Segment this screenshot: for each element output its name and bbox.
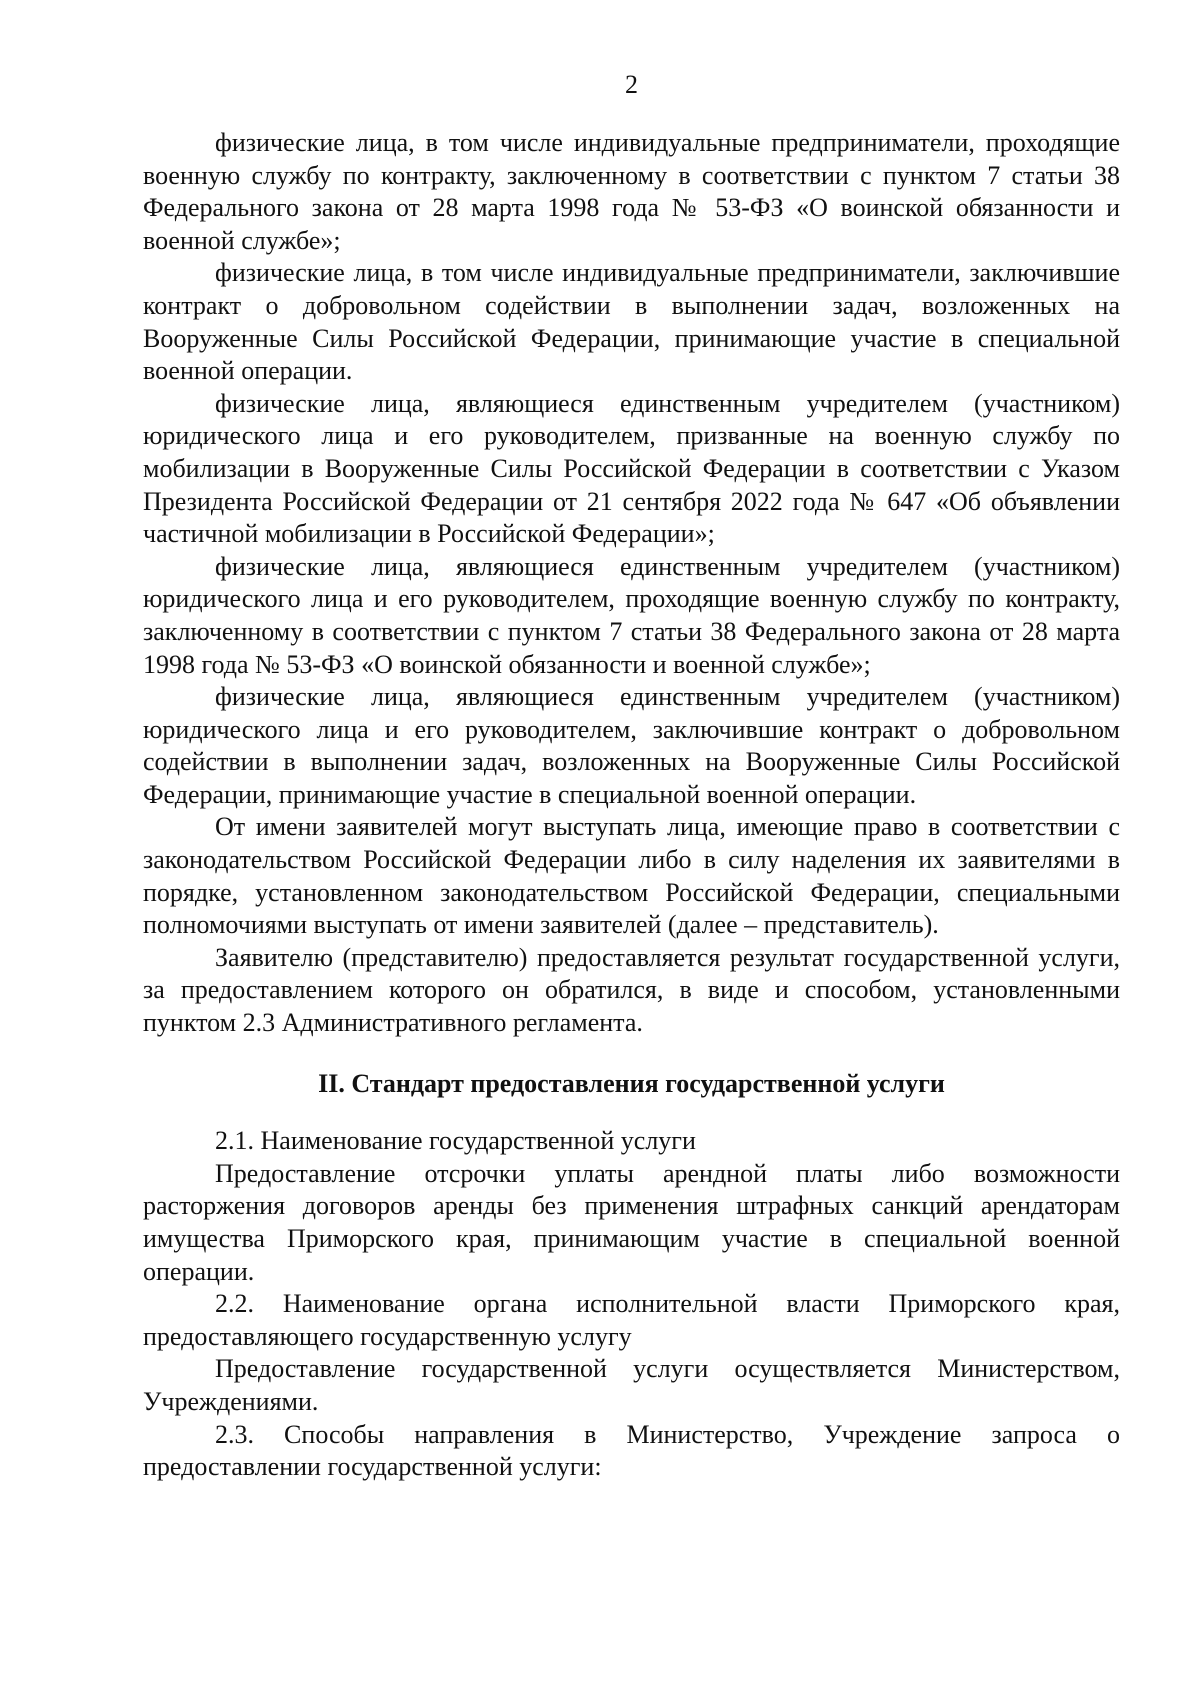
page-number: 2 [625, 70, 638, 99]
subsection-title: 2.2. Наименование органа исполнительной власти Приморского края, предоставляющего государственную услугу [143, 1289, 1120, 1351]
paragraph: физические лица, в том числе индивидуальные предприниматели, проходящие военную службу по контракту, заключенному в соответствии с пунктом 7 статьи 38 Федерального закона от 28 марта 1998 года № 53-ФЗ «О воинской обязанности и военной службе»; [143, 128, 1120, 255]
section-heading: II. Стандарт предоставления государственной услуги [318, 1068, 945, 1098]
paragraph: Предоставление государственной услуги осуществляется Министерством, Учреждениями. [143, 1354, 1120, 1416]
paragraph: физические лица, являющиеся единственным учредителем (участником) юридического лица и его руководителем, заключившие контракт о добровольном содействии в выполнении задач, возложенных на Вооруженные Силы Российской Федерации, принимающие участие в специальной военной операции. [143, 682, 1120, 809]
paragraph: От имени заявителей могут выступать лица, имеющие право в соответствии с законодательством Российской Федерации либо в силу наделения их заявителями в порядке, установленном законодательством Российской Федерации, специальными полномочиями выступать от имени заявителей (далее – представитель). [143, 812, 1120, 940]
paragraph: Заявителю (представителю) предоставляется результат государственной услуги, за предоставлением которого он обратился, в виде и способом, установленными пунктом 2.3 Административного регламента. [143, 942, 1120, 1038]
paragraph: физические лица, являющиеся единственным учредителем (участником) юридического лица и его руководителем, призванные на военную службу по мобилизации в Вооруженные Силы Российской Федерации в соответствии с Указом Президента Российской Федерации от 21 сентября 2022 года № 647 «Об объявлении частичной мобилизации в Российской Федерации»; [143, 388, 1120, 549]
subsection-title: 2.3. Способы направления в Министерство, Учреждение запроса о предоставлении государственной услуги: [143, 1419, 1120, 1482]
paragraph: физические лица, являющиеся единственным учредителем (участником) юридического лица и его руководителем, проходящие военную службу по контракту, заключенному в соответствии с пунктом 7 статьи 38 Федерального закона от 28 марта 1998 года № 53-ФЗ «О воинской обязанности и военной службе»; [143, 551, 1120, 679]
paragraph: Предоставление отсрочки уплаты арендной платы либо возможности расторжения договоров аренды без применения штрафных санкций арендаторам имущества Приморского края, принимающим участие в специальной военной операции. [143, 1158, 1120, 1286]
document-body [143, 127, 1120, 1484]
paragraph: физические лица, в том числе индивидуальные предприниматели, заключившие контракт о добровольном содействии в выполнении задач, возложенных на Вооруженные Силы Российской Федерации, принимающие участие в специальной военной операции. [143, 258, 1120, 386]
subsection-title: 2.1. Наименование государственной услуги [215, 1126, 696, 1156]
